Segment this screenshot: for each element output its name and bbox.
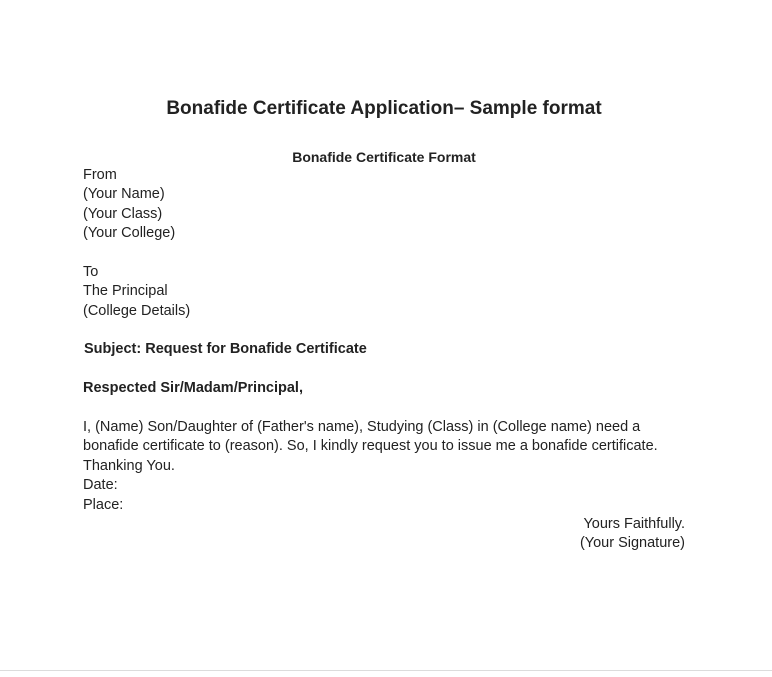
thanks-line: Thanking You.: [83, 458, 175, 474]
page-bottom-divider: [0, 670, 772, 671]
sender-college: (Your College): [83, 225, 176, 241]
sender-name: (Your Name): [83, 186, 165, 202]
signature-line: (Your Signature): [579, 535, 685, 551]
salutation: Respected Sir/Madam/Principal,: [83, 380, 303, 396]
subject-line: Subject: Request for Bonafide Certificate: [84, 341, 367, 357]
date-label: Date:: [83, 477, 118, 493]
from-label: From: [83, 167, 117, 183]
place-label: Place:: [83, 497, 124, 513]
recipient-title: The Principal: [83, 283, 168, 299]
sender-class: (Your Class): [83, 206, 163, 222]
page-title: Bonafide Certificate Application– Sample format: [166, 98, 602, 119]
format-heading: Bonafide Certificate Format: [292, 149, 476, 165]
to-label: To: [83, 264, 99, 280]
recipient-details: (College Details): [83, 303, 191, 319]
body-line-1: I, (Name) Son/Daughter of (Father's name), Studying (Class) in (College name) need a: [83, 419, 641, 435]
body-line-2: bonafide certificate to (reason). So, I kindly request you to issue me a bonafide certificate.: [83, 438, 658, 454]
closing-line: Yours Faithfully.: [583, 516, 685, 532]
